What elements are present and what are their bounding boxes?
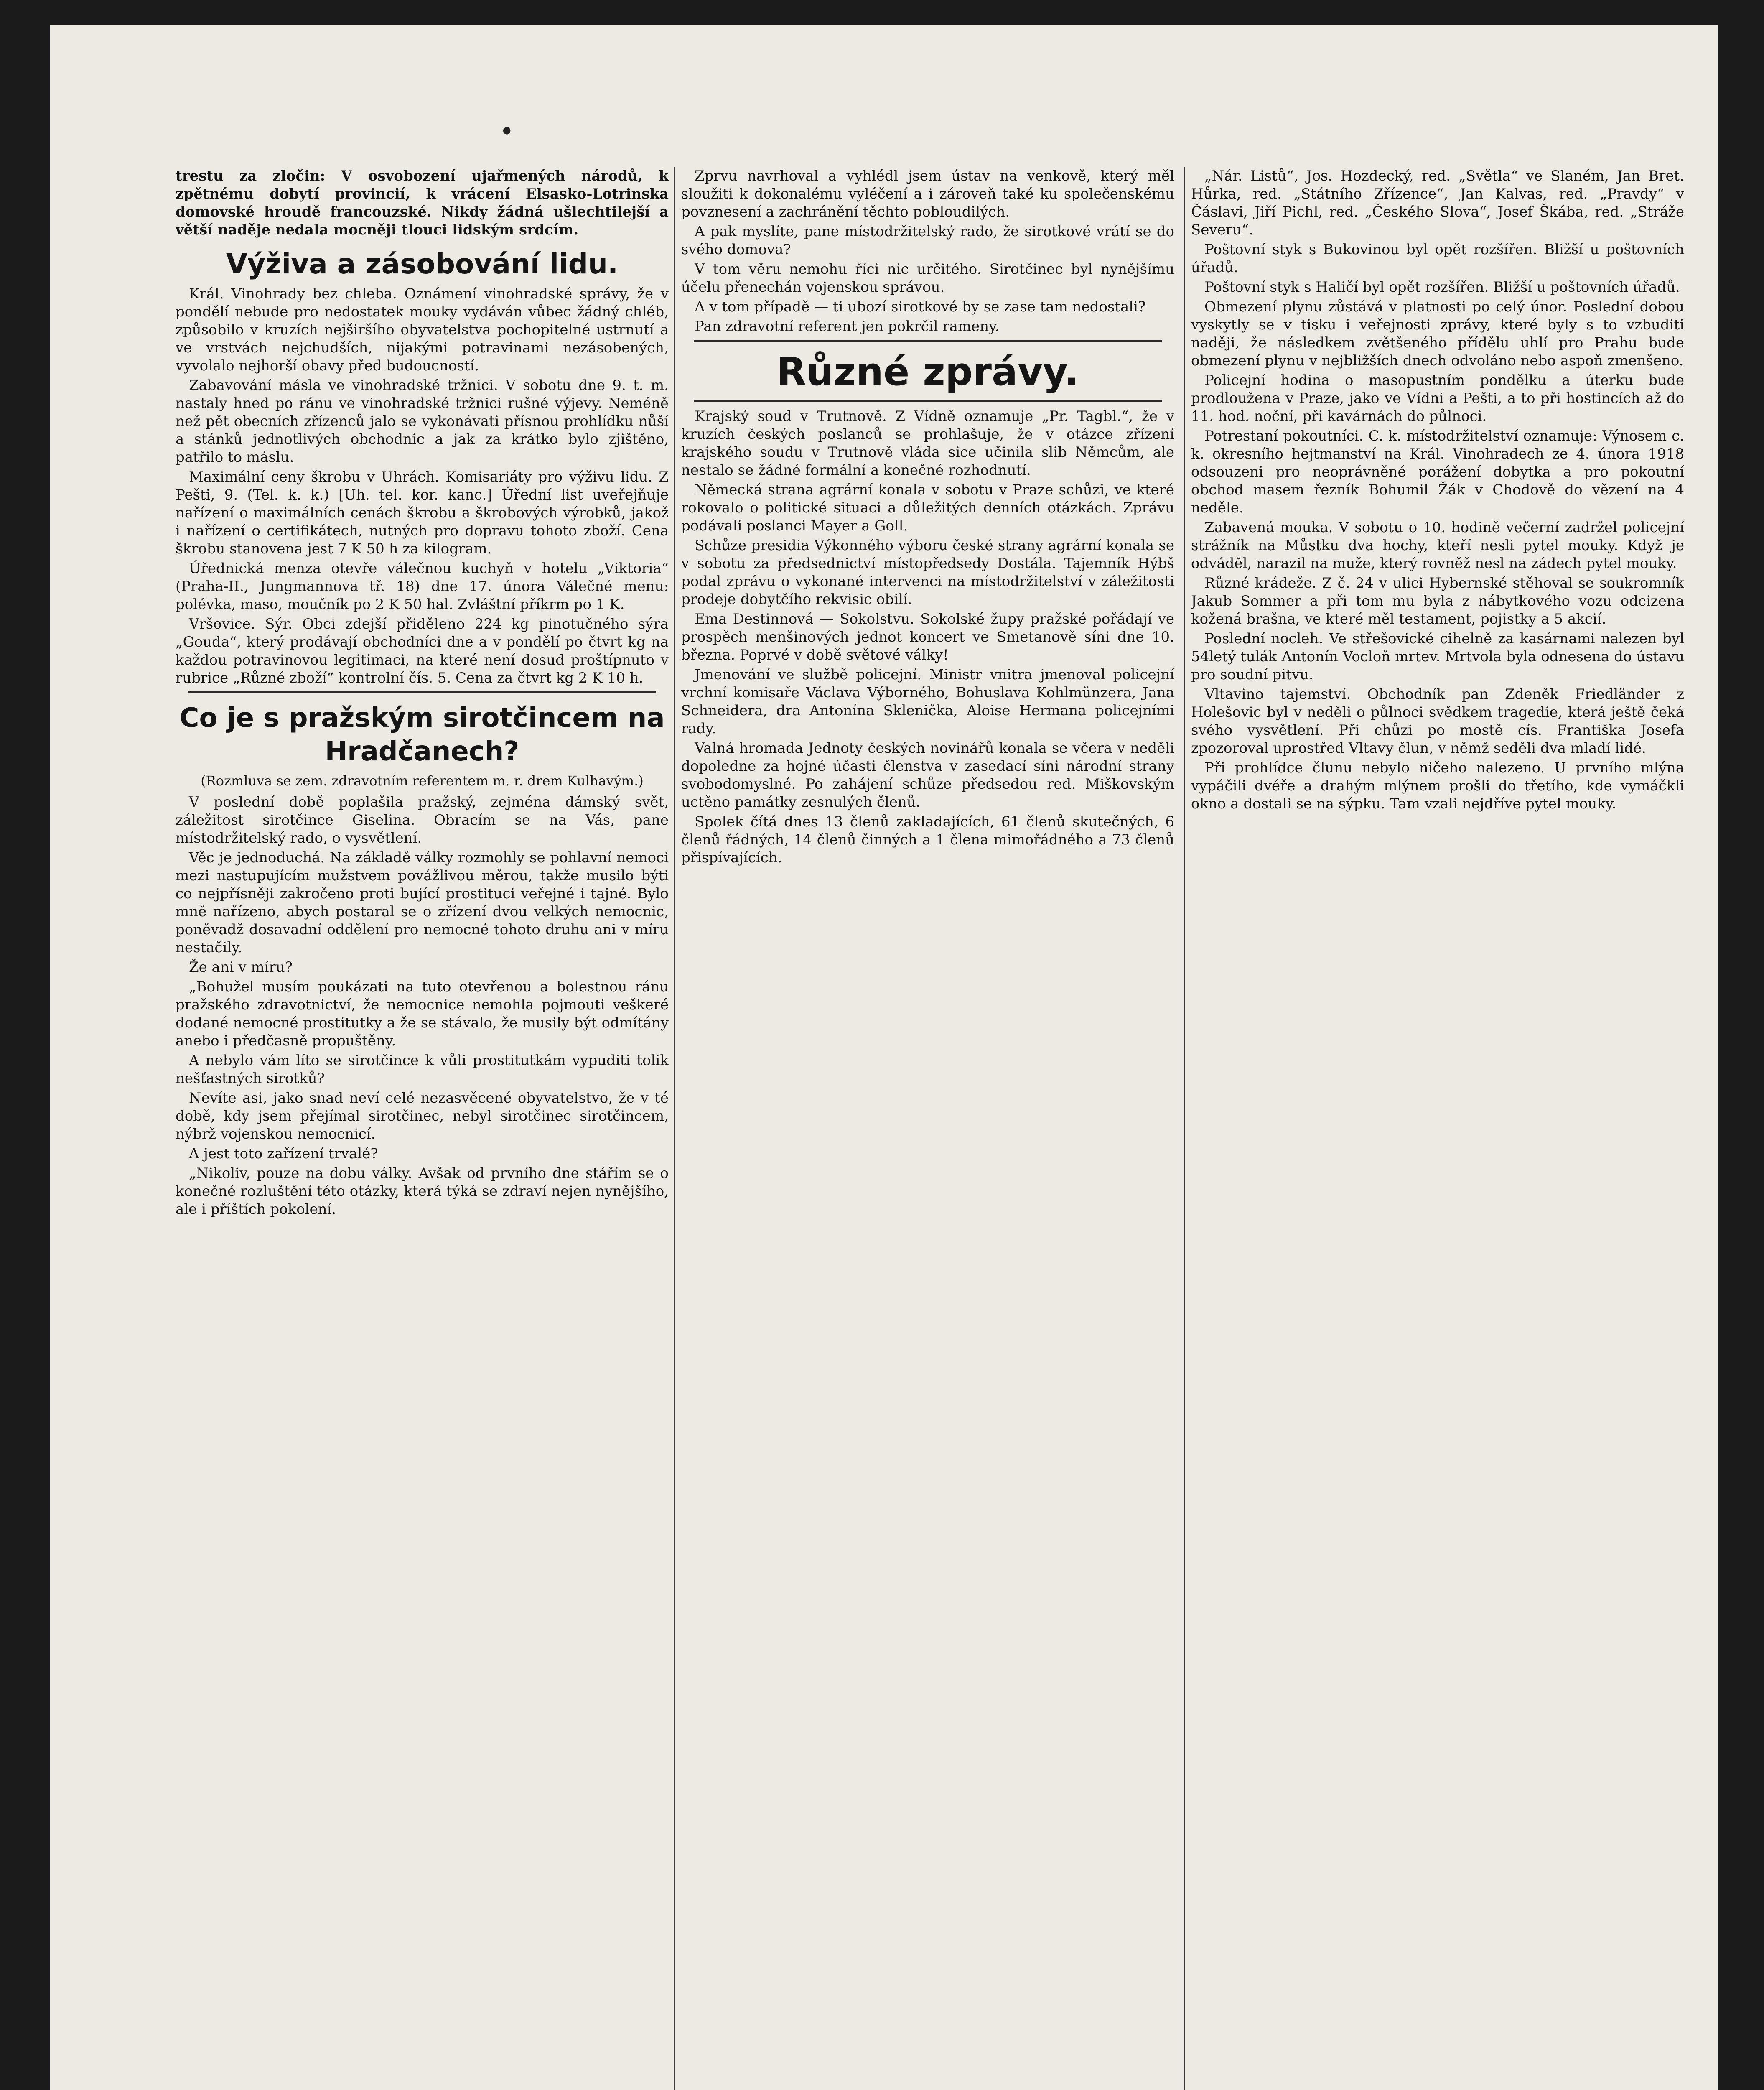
intro-paragraph: trestu za zločin: V osvobození ujařmených národů, k zpětnému dobytí provincií, k vrácení Elsasko-Lotrinska domovské hroudě francouzské. Nikdy žádná ušlechtilejší a větší naděje nedala mocněji tlouci lidským srdcím. (176, 168, 669, 238)
article-paragraph: A pak myslíte, pane místodržitelský rado, že sirotkové vrátí se do svého domova? (681, 223, 1174, 258)
article-paragraph: A jest toto zařízení trvalé? (189, 1145, 378, 1162)
newspaper-page (50, 25, 1718, 2090)
article-paragraph: A nebylo vám líto se sirotčince k vůli prostitutkám vypuditi tolik nešťastných sirotků? (176, 1052, 669, 1087)
column-3 (1191, 167, 1684, 2090)
article-paragraph: Schůze presidia Výkonného výboru české strany agrární konala se v sobotu za předsednictví místopředsedy Dostála. Tajemník Hýbš podal zprávu o vykonané intervenci na místodržitelství v záležitosti prodeje dobytčího rekvisic obilí. (681, 537, 1174, 608)
divider (694, 340, 1162, 342)
article-paragraph: Jmenování ve službě policejní. Ministr vnitra jmenoval policejní vrchní komisaře Václava Výborného, Bohuslava Kohlmünzera, Jana Schneidera, dra Antonína Sklenička, Aloise Hermana policejními rady. (681, 666, 1174, 737)
page-marker: • (499, 117, 514, 146)
article-paragraph: Ema Destinnová — Sokolstvu. Sokolské župy pražské pořádají ve prospěch menšinových jednot koncert ve Smetanově síni dne 10. března. Poprvé v době světové války! (681, 611, 1174, 663)
article-paragraph: Při prohlídce člunu nebylo ničeho nalezeno. U prvního mlýna vypáčili dvéře a drahým mlýnem prošli do třetího, kde vymáčkli okno a dostali se na sýpku. Tam vzali nejdříve pytel mouky. (1191, 760, 1684, 812)
article-paragraph: Věc je jednoduchá. Na základě války rozmohly se pohlavní nemoci mezi nastupujícím mužstvem povážlivou měrou, takže musilo býti co nejpřísněji zakročeno proti bující prostituci veřejné i tajné. Bylo mně nařízeno, abych postaral se o zřízení dvou velkých nemocnic, poněvadž dosavadní oddělení pro nemocné tohoto druhu ani v míru nestačily. (176, 849, 669, 956)
column-rule-left (674, 167, 675, 2090)
divider (694, 400, 1162, 402)
article-paragraph: Maximální ceny škrobu v Uhrách. Komisariáty pro výživu lidu. Z Pešti, 9. (Tel. k. k.) [Uh. tel. kor. kanc.] Úřední list uveřejňuje nařízení o maximálních cenách škrobu a škrobových výrobků, jakož i nařízení o certifikátech, nutných pro dopravu tohoto zboží. Cena škrobu stanovena jest 7 K 50 h za kilogram. (176, 469, 669, 557)
column-1 (176, 167, 669, 2090)
section-title-vyziva: Výživa a zásobování lidu. (226, 248, 619, 280)
article-paragraph: Král. Vinohrady bez chleba. Oznámení vinohradské správy, že v pondělí nebude pro nedostatek mouky vydáván vůbec žádný chléb, způsobilo v kruzích nejširšího obyvatelstva pochopitelné ustrnutí a ve vrstvách nejchudších, nijakými potravinami nezásobených, vyvolalo nejhorší obavy před budoucností. (176, 285, 669, 374)
section-title-sirotcinec: Co je s pražským sirotčincem na Hradčanech? (179, 703, 665, 767)
article-paragraph: V poslední době poplašila pražský, zejména dámský svět, záležitost sirotčince Giselina. Obracím se na Vás, pane místodržitelský rado, o vysvětlení. (176, 794, 669, 846)
article-paragraph: „Nikoliv, pouze na dobu války. Avšak od prvního dne stářím se o konečné rozluštění této otázky, která týká se zdraví nejen nynějšího, ale i příštích pokolení. (176, 1165, 669, 1218)
section-subtitle: (Rozmluva se zem. zdravotním referentem m. r. drem Kulhavým.) (201, 773, 644, 789)
article-paragraph: Německá strana agrární konala v sobotu v Praze schůzi, ve které rokovalo o politické situaci a důležitých denních otázkách. Zprávu podávali poslanci Mayer a Goll. (681, 482, 1174, 534)
article-paragraph: V tom věru nemohu říci nic určitého. Sirotčinec byl nynějšímu účelu přenechán vojenskou správou. (681, 261, 1174, 296)
article-paragraph: Pan zdravotní referent jen pokrčil rameny. (695, 318, 1000, 335)
section-title-ruzne-zpravy: Různé zprávy. (776, 349, 1079, 394)
divider (188, 691, 656, 693)
article-paragraph: Vršovice. Sýr. Obci zdejší přiděleno 224 kg pinotučného sýra „Gouda“, který prodávají obchodníci dne a v pondělí po čtvrt kg na každou potravinovou legitimaci, na které není dosud proštípnuto v rubrice „Různé zboží“ kontrolní čís. 5. Cena za čtvrt kg 2 K 10 h. (176, 616, 669, 686)
article-paragraph: Poštovní styk s Bukovinou byl opět rozšířen. Bližší u poštovních úřadů. (1191, 241, 1684, 276)
article-paragraph: Potrestaní pokoutníci. C. k. místodržitelství oznamuje: Výnosem c. k. okresního hejtmanství na Král. Vinohradech ze 4. února 1918 odsouzeni pro neoprávněné porážení dobytka a pro pokoutní obchod masem řezník Bohumil Žák v Chodově do vězení na 4 neděle. (1191, 428, 1684, 516)
column-2 (681, 167, 1174, 2090)
article-paragraph: Poslední nocleh. Ve střešovické cihelně za kasárnami nalezen byl 54letý tulák Antonín Vocloň mrtev. Mrtvola byla odnesena do ústavu pro soudní pitvu. (1191, 630, 1684, 683)
article-paragraph: Že ani v míru? (189, 959, 293, 976)
article-paragraph: Obmezení plynu zůstává v platnosti po celý únor. Poslední dobou vyskytly se v tisku i veřejnosti zprávy, které byly s to vzbuditi naději, že následkem zvětšeného přídělu uhlí pro Prahu bude obmezení plynu v nejbližších dnech odvoláno nebo aspoň zmenšeno. (1191, 298, 1684, 369)
article-paragraph: „Nár. Listů“, Jos. Hozdecký, red. „Světla“ ve Slaném, Jan Bret. Hůrka, red. „Státního Zřízence“, Jan Kalvas, red. „Pravdy“ v Čáslavi, Jiří Pichl, red. „Českého Slova“, Josef Škába, red. „Stráže Severu“. (1191, 168, 1684, 238)
article-paragraph: Zabavování másla ve vinohradské tržnici. V sobotu dne 9. t. m. nastaly hned po ránu ve vinohradské tržnici rušné výjevy. Neméně než pět obecních zřízenců jalo se vykonávati přísnou prohlídku nůší a stánků jednotlivých obchodnic a jak za krátko bylo zjištěno, patřilo to máslu. (176, 377, 669, 466)
article-paragraph: A v tom případě — ti ubozí sirotkové by se zase tam nedostali? (695, 298, 1146, 315)
article-paragraph: Valná hromada Jednoty českých novinářů konala se včera v neděli dopoledne za hojné účasti členstva v zasedací síni národní strany svobodomyslné. Po zahájení schůze předsedou red. Miškovským uctěno památky zesnulých členů. (681, 740, 1174, 811)
article-paragraph: „Bohužel musím poukázati na tuto otevřenou a bolestnou ránu pražského zdravotnictví, že nemocnice nemohla pojmouti veškeré dodané nemocné prostitutky a že se stávalo, že musily být odmítány anebo i předčasně propuštěny. (176, 979, 669, 1049)
article-paragraph: Úřednická menza otevře válečnou kuchyň v hotelu „Viktoria“ (Praha-II., Jungmannova tř. 18) dne 17. února Válečné menu: polévka, maso, moučník po 2 K 50 hal. Zvláštní příkrm po 1 K. (176, 560, 669, 613)
article-paragraph: Zprvu navrhoval a vyhlédl jsem ústav na venkově, který měl sloužiti k dokonalému vyléčení a i zároveň také ku společenskému povznesení a zachránění těchto pobloudilých. (681, 168, 1174, 220)
article-paragraph: Policejní hodina o masopustním pondělku a úterku bude prodloužena v Praze, jako ve Vídni a Pešti, a to při hostincích až do 11. hod. noční, při kavárnách do půlnoci. (1191, 372, 1684, 425)
article-paragraph: Poštovní styk s Haličí byl opět rozšířen. Bližší u poštovních úřadů. (1204, 279, 1680, 296)
column-rule-right (1184, 167, 1185, 2090)
article-paragraph: Vltavino tajemství. Obchodník pan Zdeněk Friedländer z Holešovic byl v neděli o půlnoci svědkem tragedie, která ještě čeká svého vysvětlení. Při chůzi po mostě cís. Františka Josefa zpozoroval uprostřed Vltavy člun, v němž seděli dva mladí lidé. (1191, 686, 1684, 757)
article-paragraph: Zabavená mouka. V sobotu o 10. hodině večerní zadržel policejní strážník na Můstku dva hochy, kteří nesli pytel mouky. Když je odváděl, narazil na muže, který rovněž nesl na zádech pytel mouky. (1191, 519, 1684, 572)
article-paragraph: Spolek čítá dnes 13 členů zakladajících, 61 členů skutečných, 6 členů řádných, 14 členů činných a 1 člena mimořádného a 73 členů přispívajících. (681, 813, 1174, 866)
article-paragraph: Nevíte asi, jako snad neví celé nezasvěcené obyvatelstvo, že v té době, kdy jsem přejímal sirotčinec, nebyl sirotčinec sirotčincem, nýbrž vojenskou nemocnicí. (176, 1090, 669, 1142)
article-paragraph: Krajský soud v Trutnově. Z Vídně oznamuje „Pr. Tagbl.“, že v kruzích českých poslanců se prohlašuje, že v otázce zřízení krajského soudu v Trutnově vláda sice učinila slib Němcům, ale nestalo se žádné formální a konečné rozhodnutí. (681, 408, 1174, 479)
article-paragraph: Různé krádeže. Z č. 24 v ulici Hybernské stěhoval se soukromník Jakub Sommer a při tom mu byla z nábytkového vozu odcizena kožená brašna, ve které měl testament, pojistky a 5 akcií. (1191, 575, 1684, 627)
